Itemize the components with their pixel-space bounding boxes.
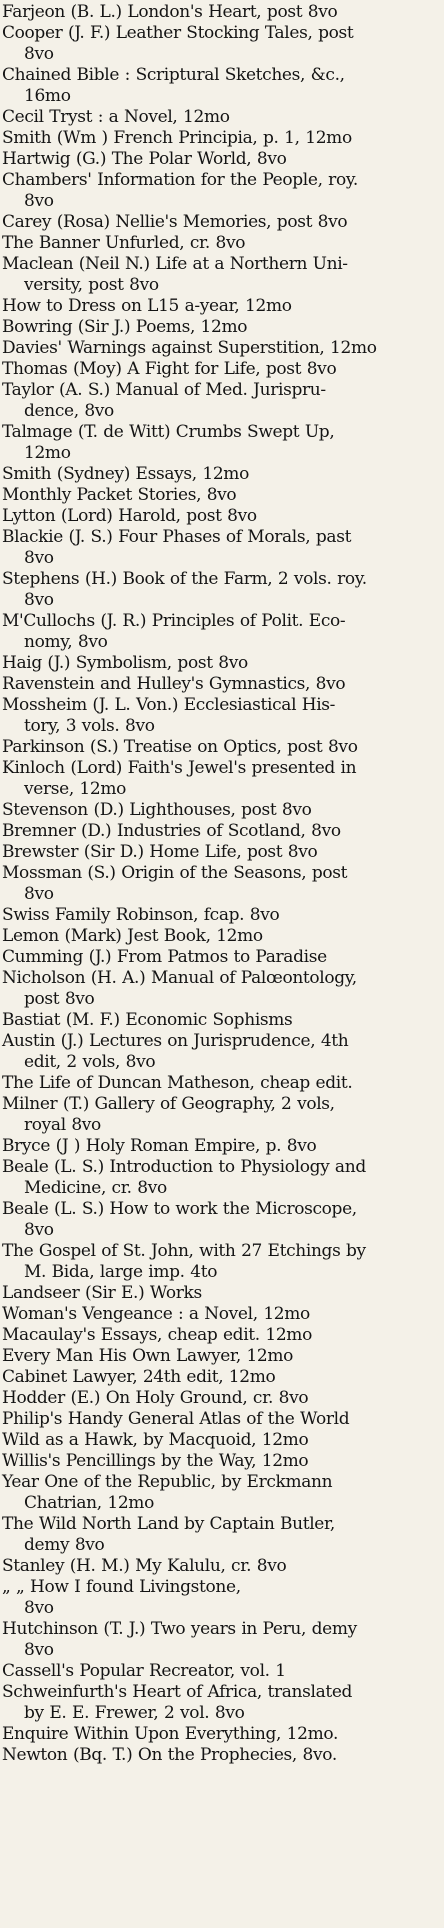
book-entry bbox=[2, 254, 440, 296]
book-entry bbox=[2, 947, 440, 968]
book-entry bbox=[2, 1451, 440, 1472]
book-entry bbox=[2, 800, 440, 821]
book-entry bbox=[2, 296, 440, 317]
book-entry-text: Lytton (Lord) Harold, post 8vo bbox=[2, 506, 257, 526]
book-entry-text: „ „ How I found Livingstone, bbox=[2, 1577, 241, 1597]
book-entry bbox=[2, 23, 440, 65]
book-entry bbox=[2, 1577, 440, 1619]
book-entry-text: Bremner (D.) Industries of Scotland, 8vo bbox=[2, 821, 341, 841]
book-entry-text: Maclean (Neil N.) Life at a Northern Uni- bbox=[2, 254, 348, 274]
book-entry-continuation: 8vo bbox=[24, 1598, 54, 1618]
book-entry-text: Mossheim (J. L. Von.) Ecclesiastical His- bbox=[2, 695, 336, 715]
book-entry bbox=[2, 926, 440, 947]
book-entry-continuation: demy 8vo bbox=[24, 1535, 105, 1555]
book-entry-text: Schweinfurth's Heart of Africa, translated bbox=[2, 1682, 353, 1702]
book-entry bbox=[2, 65, 440, 107]
book-entry bbox=[2, 695, 440, 737]
book-entry-text: Cumming (J.) From Patmos to Paradise bbox=[2, 947, 327, 967]
book-entry bbox=[2, 674, 440, 695]
book-entry bbox=[2, 506, 440, 527]
book-entry-continuation: Chatrian, 12mo bbox=[24, 1493, 154, 1513]
book-entry-text: Willis's Pencillings by the Way, 12mo bbox=[2, 1451, 309, 1471]
book-entry-text: Austin (J.) Lectures on Jurisprudence, 4th bbox=[2, 1031, 349, 1051]
book-entry bbox=[2, 1661, 440, 1682]
book-entry-text: Bryce (J ) Holy Roman Empire, p. 8vo bbox=[2, 1136, 317, 1156]
book-entry-text: Kinloch (Lord) Faith's Jewel's presented in bbox=[2, 758, 357, 778]
book-entry bbox=[2, 212, 440, 233]
book-entry bbox=[2, 485, 440, 506]
book-entry bbox=[2, 863, 440, 905]
book-entry bbox=[2, 1283, 440, 1304]
book-entry bbox=[2, 758, 440, 800]
book-entry bbox=[2, 653, 440, 674]
book-entry-text: Haig (J.) Symbolism, post 8vo bbox=[2, 653, 248, 673]
book-entry-text: Newton (Bq. T.) On the Prophecies, 8vo. bbox=[2, 1745, 337, 1765]
book-entry bbox=[2, 821, 440, 842]
book-entry-continuation: by E. E. Frewer, 2 vol. 8vo bbox=[24, 1703, 245, 1723]
book-entry-continuation: verse, 12mo bbox=[24, 779, 127, 799]
book-entry-text: Chambers' Information for the People, roy. bbox=[2, 170, 358, 190]
book-entry bbox=[2, 905, 440, 926]
book-entry-text: Farjeon (B. L.) London's Heart, post 8vo bbox=[2, 2, 338, 22]
book-entry-continuation: versity, post 8vo bbox=[24, 275, 159, 295]
book-entry-continuation: post 8vo bbox=[24, 989, 95, 1009]
book-entry-continuation: M. Bida, large imp. 4to bbox=[24, 1262, 218, 1282]
book-entry-text: M'Cullochs (J. R.) Principles of Polit. Eco- bbox=[2, 611, 346, 631]
book-entry-text: Taylor (A. S.) Manual of Med. Jurispru- bbox=[2, 380, 326, 400]
book-entry bbox=[2, 170, 440, 212]
book-entry-text: Cecil Tryst : a Novel, 12mo bbox=[2, 107, 230, 127]
book-entry-text: Cabinet Lawyer, 24th edit, 12mo bbox=[2, 1367, 276, 1387]
book-entry bbox=[2, 1010, 440, 1031]
book-entry bbox=[2, 1157, 440, 1199]
book-entry bbox=[2, 317, 440, 338]
book-entry-text: Swiss Family Robinson, fcap. 8vo bbox=[2, 905, 280, 925]
book-entry bbox=[2, 1073, 440, 1094]
book-entry-text: Milner (T.) Gallery of Geography, 2 vols, bbox=[2, 1094, 335, 1114]
book-entry-continuation: nomy, 8vo bbox=[24, 632, 108, 652]
book-entry bbox=[2, 1682, 440, 1724]
book-entry-text: Stevenson (D.) Lighthouses, post 8vo bbox=[2, 800, 312, 820]
book-entry-text: Mossman (S.) Origin of the Seasons, post bbox=[2, 863, 348, 883]
book-entry-text: Davies' Warnings against Superstition, 12mo bbox=[2, 338, 377, 358]
book-entry-text: Stanley (H. M.) My Kalulu, cr. 8vo bbox=[2, 1556, 287, 1576]
book-entry-text: Every Man His Own Lawyer, 12mo bbox=[2, 1346, 294, 1366]
book-entry-text: Beale (L. S.) How to work the Microscope, bbox=[2, 1199, 357, 1219]
book-entry-text: Hodder (E.) On Holy Ground, cr. 8vo bbox=[2, 1388, 309, 1408]
book-entry-text: Beale (L. S.) Introduction to Physiology and bbox=[2, 1157, 366, 1177]
book-entry-text: Enquire Within Upon Everything, 12mo. bbox=[2, 1724, 338, 1744]
book-entry-text: Chained Bible : Scriptural Sketches, &c., bbox=[2, 65, 345, 85]
book-entry bbox=[2, 1346, 440, 1367]
book-entry-text: Wild as a Hawk, by Macquoid, 12mo bbox=[2, 1430, 309, 1450]
book-entry bbox=[2, 1409, 440, 1430]
book-entry-text: Cassell's Popular Recreator, vol. 1 bbox=[2, 1661, 286, 1681]
book-entry-continuation: 8vo bbox=[24, 1220, 54, 1240]
book-entry-text: The Banner Unfurled, cr. 8vo bbox=[2, 233, 246, 253]
book-entry bbox=[2, 1745, 440, 1766]
book-entry-continuation: 16mo bbox=[24, 86, 71, 106]
book-entry bbox=[2, 1388, 440, 1409]
book-entry bbox=[2, 1199, 440, 1241]
book-entry-continuation: royal 8vo bbox=[24, 1115, 101, 1135]
book-entry-continuation: 8vo bbox=[24, 884, 54, 904]
book-entry-continuation: 8vo bbox=[24, 191, 54, 211]
book-entry bbox=[2, 1325, 440, 1346]
book-entry-text: Cooper (J. F.) Leather Stocking Tales, post bbox=[2, 23, 354, 43]
book-entry bbox=[2, 149, 440, 170]
book-entry-text: Brewster (Sir D.) Home Life, post 8vo bbox=[2, 842, 318, 862]
book-entry-text: Bowring (Sir J.) Poems, 12mo bbox=[2, 317, 248, 337]
book-entry-text: Monthly Packet Stories, 8vo bbox=[2, 485, 237, 505]
book-entry-text: How to Dress on L15 a-year, 12mo bbox=[2, 296, 292, 316]
book-entry-text: Parkinson (S.) Treatise on Optics, post 8vo bbox=[2, 737, 358, 757]
book-entry-text: Philip's Handy General Atlas of the World bbox=[2, 1409, 350, 1429]
book-entry-text: Hutchinson (T. J.) Two years in Peru, demy bbox=[2, 1619, 357, 1639]
book-entry-text: Thomas (Moy) A Fight for Life, post 8vo bbox=[2, 359, 337, 379]
book-entry-text: Smith (Sydney) Essays, 12mo bbox=[2, 464, 249, 484]
book-entry bbox=[2, 380, 440, 422]
book-entry bbox=[2, 338, 440, 359]
book-entry-text: Lemon (Mark) Jest Book, 12mo bbox=[2, 926, 263, 946]
book-entry bbox=[2, 1241, 440, 1283]
book-entry-text: Hartwig (G.) The Polar World, 8vo bbox=[2, 149, 287, 169]
book-entry bbox=[2, 1136, 440, 1157]
book-entry-text: Smith (Wm ) French Principia, p. 1, 12mo bbox=[2, 128, 352, 148]
book-entry bbox=[2, 107, 440, 128]
book-entry-text: Carey (Rosa) Nellie's Memories, post 8vo bbox=[2, 212, 348, 232]
book-entry-continuation: 8vo bbox=[24, 1640, 54, 1660]
book-entry bbox=[2, 1304, 440, 1325]
book-entry-continuation: tory, 3 vols. 8vo bbox=[24, 716, 155, 736]
book-entry bbox=[2, 842, 440, 863]
book-entry bbox=[2, 527, 440, 569]
book-entry-text: Stephens (H.) Book of the Farm, 2 vols. roy. bbox=[2, 569, 367, 589]
book-entry bbox=[2, 1619, 440, 1661]
book-entry bbox=[2, 968, 440, 1010]
book-entry-text: Ravenstein and Hulley's Gymnastics, 8vo bbox=[2, 674, 346, 694]
book-entry-text: The Life of Duncan Matheson, cheap edit. bbox=[2, 1073, 353, 1093]
book-entry-text: Nicholson (H. A.) Manual of Palœontology, bbox=[2, 968, 357, 988]
book-entry-text: Blackie (J. S.) Four Phases of Morals, past bbox=[2, 527, 352, 547]
book-entry-continuation: 12mo bbox=[24, 443, 71, 463]
book-entry bbox=[2, 1367, 440, 1388]
book-entry-continuation: dence, 8vo bbox=[24, 401, 114, 421]
book-entry-text: Year One of the Republic, by Erckmann bbox=[2, 1472, 333, 1492]
book-entry bbox=[2, 1724, 440, 1745]
book-entry bbox=[2, 1430, 440, 1451]
book-entry-continuation: 8vo bbox=[24, 548, 54, 568]
book-entry-text: Macaulay's Essays, cheap edit. 12mo bbox=[2, 1325, 312, 1345]
book-entry-text: Woman's Vengeance : a Novel, 12mo bbox=[2, 1304, 310, 1324]
book-entry bbox=[2, 2, 440, 23]
book-entry-continuation: edit, 2 vols, 8vo bbox=[24, 1052, 156, 1072]
book-entry-text: Landseer (Sir E.) Works bbox=[2, 1283, 202, 1303]
book-entry-text: Talmage (T. de Witt) Crumbs Swept Up, bbox=[2, 422, 335, 442]
book-entry-continuation: 8vo bbox=[24, 590, 54, 610]
book-entry bbox=[2, 1031, 440, 1073]
book-entry bbox=[2, 1472, 440, 1514]
book-entry bbox=[2, 233, 440, 254]
book-entry-continuation: 8vo bbox=[24, 44, 54, 64]
book-entry bbox=[2, 464, 440, 485]
book-entry bbox=[2, 611, 440, 653]
book-entry bbox=[2, 1514, 440, 1556]
book-entry-text: Bastiat (M. F.) Economic Sophisms bbox=[2, 1010, 293, 1030]
book-entry bbox=[2, 737, 440, 758]
book-entry-text: The Wild North Land by Captain Butler, bbox=[2, 1514, 335, 1534]
book-entry-continuation: Medicine, cr. 8vo bbox=[24, 1178, 167, 1198]
book-entry bbox=[2, 569, 440, 611]
book-entry bbox=[2, 359, 440, 380]
book-entry bbox=[2, 1094, 440, 1136]
book-entry-text: The Gospel of St. John, with 27 Etchings by bbox=[2, 1241, 366, 1261]
book-entry bbox=[2, 128, 440, 149]
book-entry bbox=[2, 1556, 440, 1577]
book-entry bbox=[2, 422, 440, 464]
